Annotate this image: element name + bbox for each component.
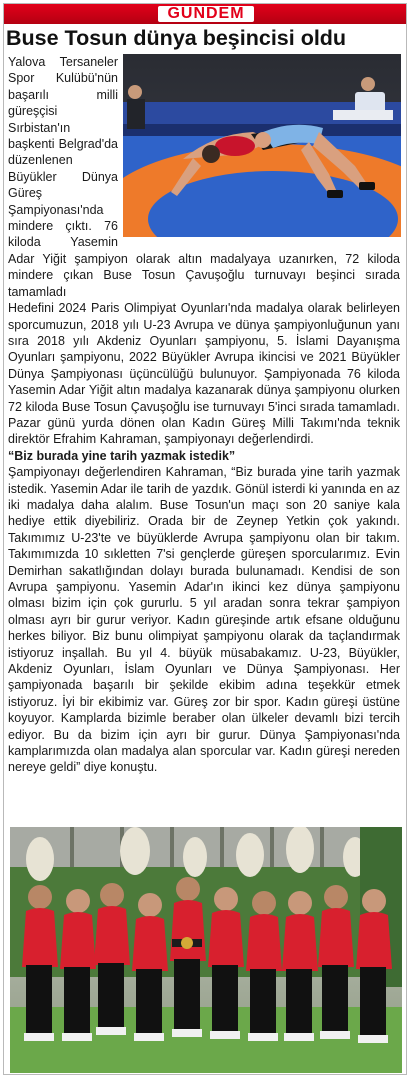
photo-text-wrap bbox=[118, 54, 400, 240]
section-label: GÜNDEM bbox=[167, 5, 245, 22]
article-body bbox=[8, 54, 400, 776]
article-subheading: “Biz burada yine tarih yazmak istedik” bbox=[8, 448, 236, 463]
article-paragraph: Hedefini 2024 Paris Olimpiyat Oyunları'nda madalya olarak belirleyen sporcumuzun, 2018 yılı U-23 Avrupa ve dünya şampiyonluğunun yanı sıra 2018 yılı Akdeniz Oyunları şampiyonu, 5. İslami Dayanışma Oyunları şampiyonu, 2022 Büyükler Avrupa ikincisi ve 2021 Büyükler Dünya Şampiyonası üçüncülüğü bulunuyor. Şampiyonada 76 kiloda Yasemin Adar Yiğit altın madalya kazanarak dünya şampiyonu olurken 72 kiloda Buse Tosun Çavuşoğlu ise turnuvayı 5'inci sırada tamamladı. Pazar günü yurda dönen olan Kadın Güreş Milli Takımı'nda teknik direktör Efrahim Kahraman, şampiyonayı değerlendirdi. bbox=[8, 301, 400, 447]
article-paragraph: Şampiyonayı değerlendiren Kahraman, “Biz burada yine tarih yazmak istedik. Yasemin Adar ile tarih de yazdık. Gönül isterdi ki yanında en az iki madalya daha alalım. Buse Tosun'un maçı son 20 saniye kala hediye ettik diyebiliriz. Orada bir de Zeynep Yetkin çok yakındı. Takımımız U-23'te ve büyüklerde Avrupa şampiyonu olan bir takım. Takımımızda 10 sıkletten 7'si gençlerde güreşen sporcularımız. Evin Demirhan sakatlığından dolayı burada bulunamadı. Kendisi de son Avrupa şampiyonu. Yasemin Adar'ın ikinci kez dünya şampiyonu olması bizim için çok gururlu. 5 yıl aradan sonra tekrar şampiyon olması ayrı bir gurur veriyor. Kadın güreşinde artık efsane olduğunu herkes biliyor. Biz bunu olimpiyat şampiyonu olarak da taçlandırmak istiyoruz inşallah. Bu yıl 4. büyük müsabakamız. U-23, Büyükler, Akdeniz Oyunları, İslam Oyunları ve Dünya Şampiyonası. Her şampiyonada başarılı bir şekilde ekibim adına teşekkür etmek istiyoruz. İyi bir ekibimiz var. Güreş zor bir spor. Kadın güreşi üstüne koyuyor. Kamplarda bizimle beraber olan ülkeler devamlı bizi tercih ediyor. Bu da bizim için ayrı bir gurur. Dünya Şampiyonası'nda kamplarımızda olan madalya alan sporcular var. Kadın güreşi nereden nereye geldi” diye konuştu. bbox=[8, 465, 400, 775]
article-paragraph: Yalova Tersaneler Spor Kulübü'nün başarılı milli güreşçisi Sırbistan'ın başkenti Belgrad'da düzenlenen Büyükler Dünya Güreş Şampiyonası'nda mindere çıktı. 76 kiloda Yasemin Adar Yiğit şampiyon olarak altın madalyaya uzanırken, 72 kiloda mindere çıkan Buse Tosun Çavuşoğlu turnuvayı beşinci sırada tamamladı bbox=[8, 55, 400, 299]
article-headline: Buse Tosun dünya beşincisi oldu bbox=[6, 26, 347, 50]
women-wrestling-team-photo bbox=[10, 827, 402, 1073]
